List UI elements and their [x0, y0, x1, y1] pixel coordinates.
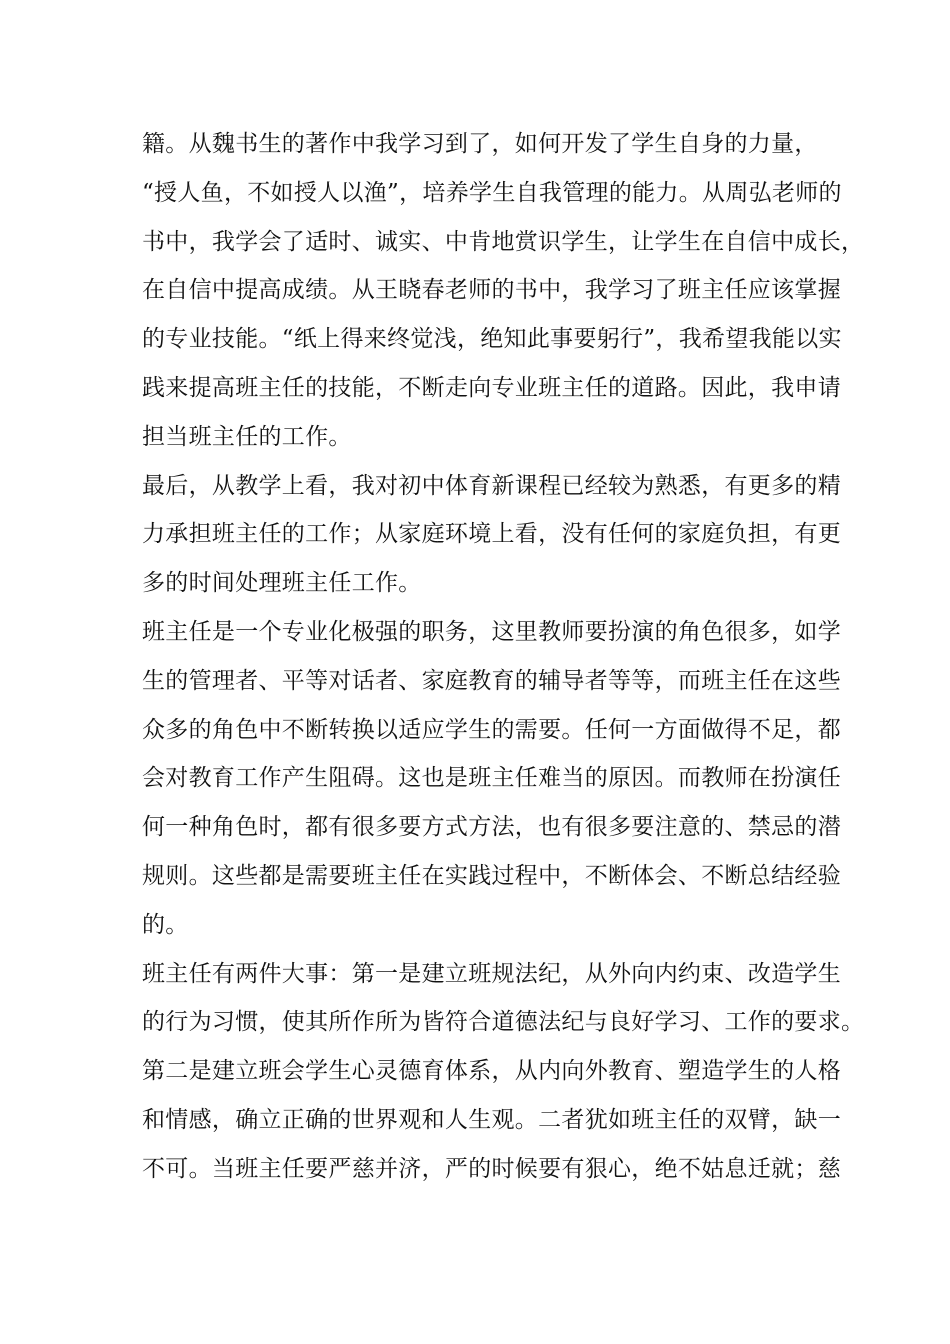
text-line: “授人鱼，不如授人以渔”，培养学生自我管理的能力。从周弘老师的 — [142, 179, 842, 206]
text-line: 何一种角色时，都有很多要方式方法，也有很多要注意的、禁忌的潜 — [142, 814, 841, 841]
text-line: 担当班主任的工作。 — [142, 423, 352, 450]
text-line: 最后，从教学上看，我对初中体育新课程已经较为熟悉，有更多的精 — [142, 472, 841, 499]
text-line: 规则。这些都是需要班主任在实践过程中，不断体会、不断总结经验 — [142, 862, 841, 889]
text-line: 的行为习惯，使其所作所为皆符合道德法纪与良好学习、工作的要求。 — [142, 1009, 865, 1036]
text-line: 在自信中提高成绩。从王晓春老师的书中，我学习了班主任应该掌握 — [142, 277, 841, 304]
text-line: 班主任有两件大事：第一是建立班规法纪，从外向内约束、改造学生 — [142, 960, 841, 987]
text-line: 不可。当班主任要严慈并济，严的时候要有狠心，绝不姑息迁就；慈 — [142, 1155, 841, 1182]
text-line: 生的管理者、平等对话者、家庭教育的辅导者等等，而班主任在这些 — [142, 667, 841, 694]
text-line: 籍。从魏书生的著作中我学习到了，如何开发了学生自身的力量， — [142, 131, 818, 157]
text-line: 第二是建立班会学生心灵德育体系，从内向外教育、塑造学生的人格 — [142, 1058, 841, 1085]
text-line: 践来提高班主任的技能，不断走向专业班主任的道路。因此，我申请 — [142, 374, 841, 401]
text-line: 多的时间处理班主任工作。 — [142, 570, 422, 597]
document-body — [142, 120, 865, 1194]
text-line: 会对教育工作产生阻碍。这也是班主任难当的原因。而教师在扮演任 — [142, 765, 841, 792]
text-line: 和情感，确立正确的世界观和人生观。二者犹如班主任的双臂，缺一 — [142, 1106, 841, 1133]
text-line: 书中，我学会了适时、诚实、中肯地赏识学生，让学生在自信中成长， — [142, 228, 865, 255]
text-line: 众多的角色中不断转换以适应学生的需要。任何一方面做得不足，都 — [142, 716, 841, 743]
text-line: 的。 — [142, 911, 189, 938]
text-line: 力承担班主任的工作；从家庭环境上看，没有任何的家庭负担，有更 — [142, 521, 841, 548]
text-line: 的专业技能。“纸上得来终觉浅，绝知此事要躬行”，我希望我能以实 — [142, 326, 842, 353]
text-line: 班主任是一个专业化极强的职务，这里教师要扮演的角色很多，如学 — [142, 618, 841, 645]
